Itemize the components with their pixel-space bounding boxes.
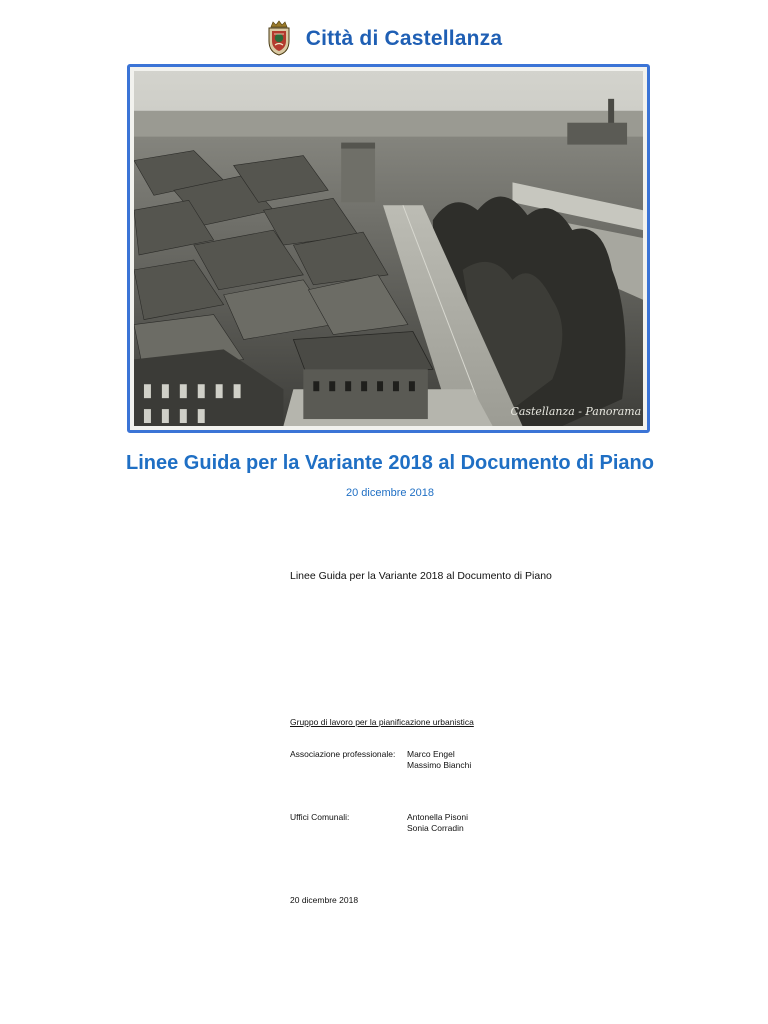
document-date: 20 dicembre 2018 (345, 487, 435, 499)
offices-label: Uffici Comunali: (290, 812, 350, 822)
coat-of-arms-icon (266, 19, 292, 57)
workgroup-heading: Gruppo di lavoro per la pianificazione urbanistica (290, 717, 474, 727)
association-member: Marco Engel (407, 749, 455, 759)
photo-caption: Castellanza - Panorama (510, 405, 642, 419)
association-label: Associazione professionale: (290, 749, 396, 759)
association-member: Massimo Bianchi (407, 760, 472, 770)
cover-photo-panorama (134, 71, 643, 426)
details-doc-title: Linee Guida per la Variante 2018 al Documento di Piano (290, 570, 552, 582)
document-header (0, 16, 768, 60)
cover-photo-frame (127, 64, 650, 433)
city-name: Città di Castellanza (305, 27, 503, 50)
footer-date: 20 dicembre 2018 (290, 895, 359, 905)
document-title: Linee Guida per la Variante 2018 al Documento di Piano (126, 452, 654, 474)
offices-member: Antonella Pisoni (407, 812, 468, 822)
offices-member: Sonia Corradin (407, 823, 464, 833)
